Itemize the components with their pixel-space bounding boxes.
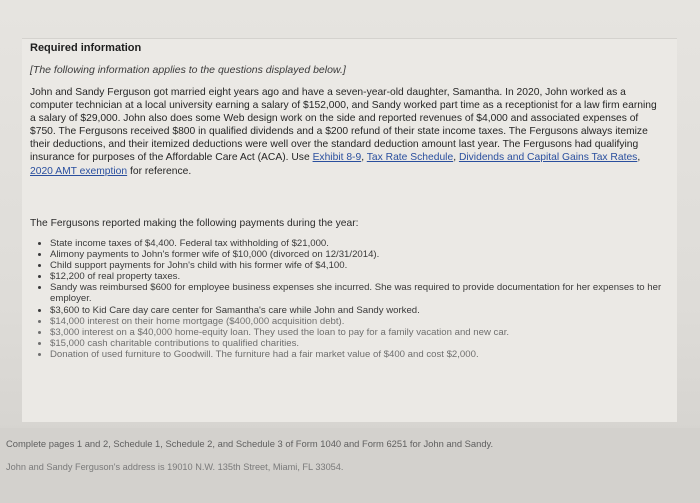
list-item: • Alimony payments to John's former wife of $10,000 (divorced on 12/31/2014). xyxy=(50,249,670,260)
dividends-capital-gains-link[interactable]: Dividends and Capital Gains Tax Rates xyxy=(458,152,638,164)
payments-heading: The Fergusons reported making the following payments during the year: xyxy=(30,218,359,229)
amt-exemption-link[interactable]: 2020 AMT exemption xyxy=(30,165,128,177)
list-item: • Donation of used furniture to Goodwill. The furniture had a fair market value of $400 and cost $2,000. xyxy=(50,349,670,360)
tax-rate-schedule-link[interactable]: Tax Rate Schedule xyxy=(366,152,454,164)
exhibit-8-9-link[interactable]: Exhibit 8-9 xyxy=(312,152,362,164)
scenario-text: John and Sandy Ferguson got married eight years ago and have a seven-year-old daughter, Samantha. In 2020, John worked as a computer technician at a local university earning a salary of $152,000, and Sandy worked part time as a receptionist for a law firm earning a salary of $29,000. John also does some Web design work on the side and reported revenues of $4,000 and associated expenses of $750. The Fergusons received $800 in qualified dividends and a $200 refund of their state income taxes. The Fergusons always itemize their deductions, and their itemized deductions were well over the standard deduction amount last year. The Fergusons had qualifying insurance for purposes of the Affordable Care Act (ACA). Use xyxy=(30,87,657,164)
list-item: • Sandy was reimbursed $600 for employee business expenses she incurred. She was required to provide documentation for her expenses to her employer. xyxy=(50,282,670,304)
address-line: John and Sandy Ferguson's address is 19010 N.W. 135th Street, Miami, FL 33054. xyxy=(6,462,344,472)
list-item: • Child support payments for John's child with his former wife of $4,100. xyxy=(50,260,670,271)
list-item: • $15,000 cash charitable contributions to qualified charities. xyxy=(50,338,670,349)
list-item: • $12,200 of real property taxes. xyxy=(50,271,670,282)
complete-instruction: Complete pages 1 and 2, Schedule 1, Schedule 2, and Schedule 3 of Form 1040 and Form 6251 for John and Sandy. xyxy=(6,438,494,449)
list-item: • $3,600 to Kid Care day care center for Samantha's care while John and Sandy worked. xyxy=(50,305,670,316)
required-information-title: Required information xyxy=(30,42,142,54)
intro-note: [The following information applies to the questions displayed below.] xyxy=(30,64,346,76)
list-item: • State income taxes of $4,400. Federal tax withholding of $21,000. xyxy=(50,238,670,249)
scenario-tail: for reference. xyxy=(130,165,192,177)
payments-list xyxy=(30,238,670,360)
list-item: • $14,000 interest on their home mortgage ($400,000 acquisition debt). xyxy=(50,316,670,327)
scenario-paragraph: John and Sandy Ferguson got married eight years ago and have a seven-year-old daughter, Samantha. In 2020, John worked as a computer technician at a local university earning a salary of $152,000, and Sandy worked part time as a receptionist for a law firm earning a salary of $29,000. John also does some Web design work on the side and reported revenues of $4,000 and associated expenses of $750. The Fergusons received $800 in qualified dividends and a $200 refund of their state income taxes. The Fergusons always itemize their deductions, and their itemized deductions were well over the standard deduction amount last year. The Fergusons had qualifying insurance for purposes of the Affordable Care Act (ACA). Use Exhibit 8-9, Tax Rate Schedule, Dividends and Capital Gains Tax Rates, 2020 AMT exemption for reference. xyxy=(30,87,657,177)
list-item: • $3,000 interest on a $40,000 home-equity loan. They used the loan to pay for a family vacation and new car. xyxy=(50,327,670,338)
